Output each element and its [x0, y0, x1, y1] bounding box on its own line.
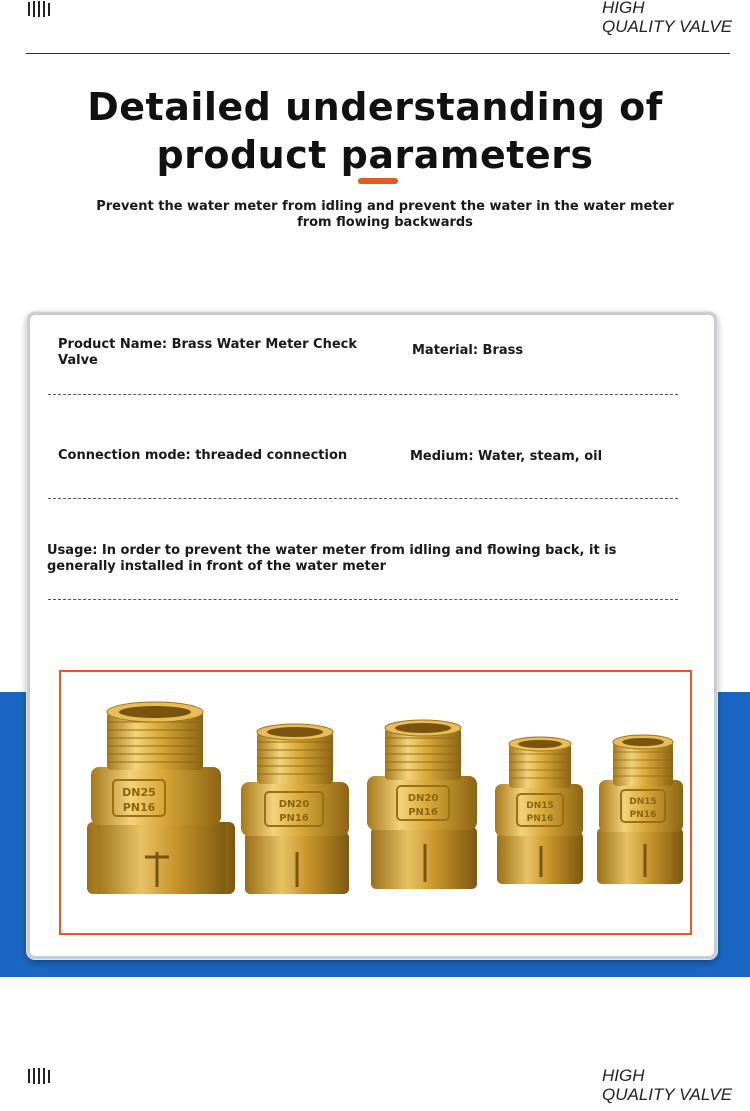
param-divider [48, 394, 678, 395]
page-subtitle: Prevent the water meter from idling and prevent the water in the water meter from flowing backwards [96, 199, 674, 230]
valve-dn15-size: DN15 [526, 801, 554, 811]
brand-line-1: HIGH [602, 0, 645, 17]
valve-dn20 [241, 724, 349, 894]
param-divider [48, 498, 678, 499]
valve-dn20-b-size: DN20 [407, 793, 439, 804]
title-accent-bar [358, 178, 398, 184]
brand-tagline-bottom [602, 1066, 732, 1104]
valve-dn15-pressure: PN16 [526, 814, 554, 824]
param-divider [48, 599, 678, 600]
brand-line-2: QUALITY VALVE [602, 1085, 733, 1104]
valve-dn25 [87, 702, 235, 894]
param-material: Material: Brass [412, 343, 524, 358]
param-connection-mode: Connection mode: threaded connection [58, 448, 348, 463]
brand-line-2: QUALITY VALVE [602, 17, 733, 36]
barcode-bars-icon [28, 1068, 50, 1084]
valve-dn25-pressure: PN16 [122, 801, 156, 814]
param-usage: Usage: In order to prevent the water meter from idling and flowing back, it is generally installed in front of the water meter [47, 543, 617, 574]
valve-dn15-b-pressure: PN16 [629, 810, 657, 820]
brass-valves-illustration [61, 672, 690, 933]
valve-dn15-b [597, 735, 683, 884]
valve-dn15-b-size: DN15 [629, 797, 657, 807]
valve-dn20-pressure: PN16 [279, 813, 309, 824]
param-product-name: Product Name: Brass Water Meter Check Valve [58, 337, 358, 368]
barcode-bars-icon [28, 1, 50, 17]
header-divider [26, 53, 730, 54]
product-photo [59, 670, 692, 935]
valve-dn25-size: DN25 [122, 786, 156, 799]
valve-dn20-b [367, 720, 477, 889]
valve-dn20-b-pressure: PN16 [408, 807, 438, 818]
valve-dn15 [495, 737, 583, 884]
brand-tagline-top [602, 0, 732, 36]
param-medium: Medium: Water, steam, oil [410, 449, 603, 464]
brand-line-1: HIGH [602, 1066, 645, 1085]
page-title: Detailed understanding of product parameters [87, 85, 663, 177]
valve-dn20-size: DN20 [278, 799, 310, 810]
